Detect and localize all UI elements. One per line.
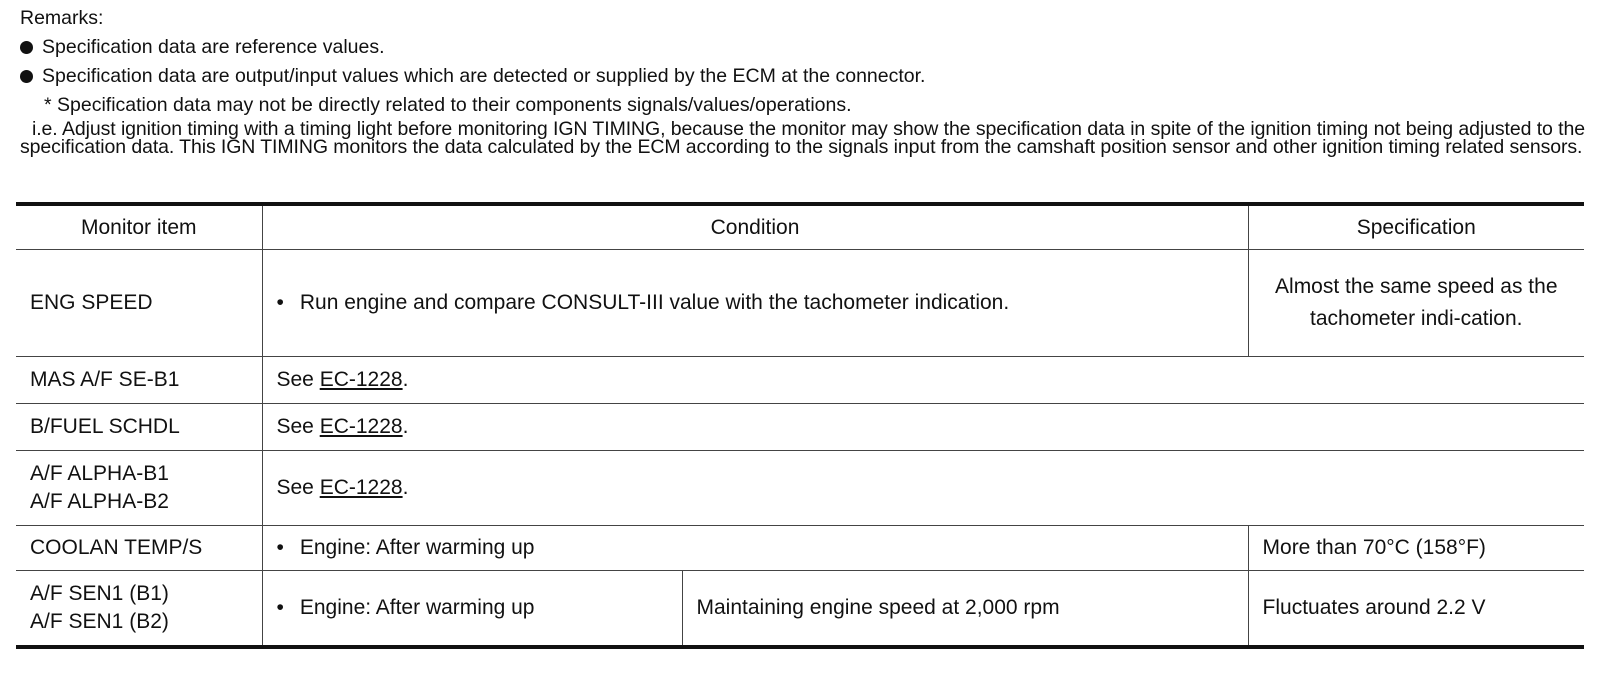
monitor-item-line-2: A/F SEN1 (B2) (30, 610, 169, 633)
monitor-item-cell (16, 451, 262, 526)
monitor-item-line-1: A/F SEN1 (B1) (30, 582, 169, 605)
reference-link[interactable]: EC-1228 (319, 415, 403, 438)
monitor-item-cell: B/FUEL SCHDL (16, 404, 262, 451)
remarks-section (20, 6, 1585, 156)
table-row (16, 571, 1584, 648)
condition-cell (262, 250, 1248, 357)
see-label: See (276, 415, 320, 438)
period: . (402, 476, 409, 499)
header-monitor-item: Monitor item (16, 204, 262, 250)
monitor-spec-table (16, 202, 1584, 649)
reference-link[interactable]: EC-1228 (319, 476, 403, 499)
condition-text: • Run engine and compare CONSULT-III value with the tachometer indication. (277, 291, 1010, 314)
remarks-paragraph: i.e. Adjust ignition timing with a timing light before monitoring IGN TIMING, because the monitor may show the specification data in spite of the ignition timing not being adjusted to the specification data. This IGN TIMING monitors the data calculated by the ECM according to the signals input from the camshaft position sensor and other ignition timing related sensors. (20, 118, 1585, 158)
table-row (16, 451, 1584, 526)
condition-text: • Engine: After warming up (277, 596, 535, 619)
remarks-bullet-1 (20, 35, 1585, 59)
bullet-icon (20, 70, 33, 83)
remarks-note: * Specification data may not be directly related to their components signals/values/operations. (44, 94, 852, 116)
condition-cell (262, 526, 1248, 571)
header-specification: Specification (1248, 204, 1584, 250)
see-label: See (276, 368, 320, 391)
remarks-heading: Remarks: (20, 7, 104, 29)
monitor-item-cell (16, 571, 262, 648)
table-row (16, 526, 1584, 571)
condition-cell (262, 451, 1584, 526)
see-label: See (276, 476, 320, 499)
condition-cell (262, 571, 682, 648)
condition-cell (262, 357, 1584, 404)
monitor-item-cell: MAS A/F SE-B1 (16, 357, 262, 404)
remarks-bullet-2-text: Specification data are output/input values which are detected or supplied by the ECM at the connector. (42, 65, 926, 87)
bullet-icon (20, 41, 33, 54)
specification-cell: Almost the same speed as the tachometer indi-cation. (1248, 250, 1584, 357)
table-row (16, 404, 1584, 451)
reference-link[interactable]: EC-1228 (319, 368, 403, 391)
monitor-item-line-1: A/F ALPHA-B1 (30, 462, 169, 485)
condition-cell (262, 404, 1584, 451)
sub-condition-cell: Maintaining engine speed at 2,000 rpm (682, 571, 1248, 648)
specification-cell: Fluctuates around 2.2 V (1262, 596, 1486, 619)
monitor-item-line-2: A/F ALPHA-B2 (30, 490, 169, 513)
remarks-bullet-2 (20, 64, 1585, 88)
table-header-row (16, 204, 1584, 250)
monitor-item-cell: COOLAN TEMP/S (16, 526, 262, 571)
specification-cell: More than 70°C (158°F) (1248, 526, 1584, 571)
condition-text: • Engine: After warming up (277, 536, 535, 559)
period: . (402, 368, 409, 391)
monitor-item-cell: ENG SPEED (16, 250, 262, 357)
period: . (402, 415, 409, 438)
header-condition: Condition (262, 204, 1248, 250)
remarks-bullet-1-text: Specification data are reference values. (42, 36, 385, 58)
table-row (16, 357, 1584, 404)
table-row (16, 250, 1584, 357)
